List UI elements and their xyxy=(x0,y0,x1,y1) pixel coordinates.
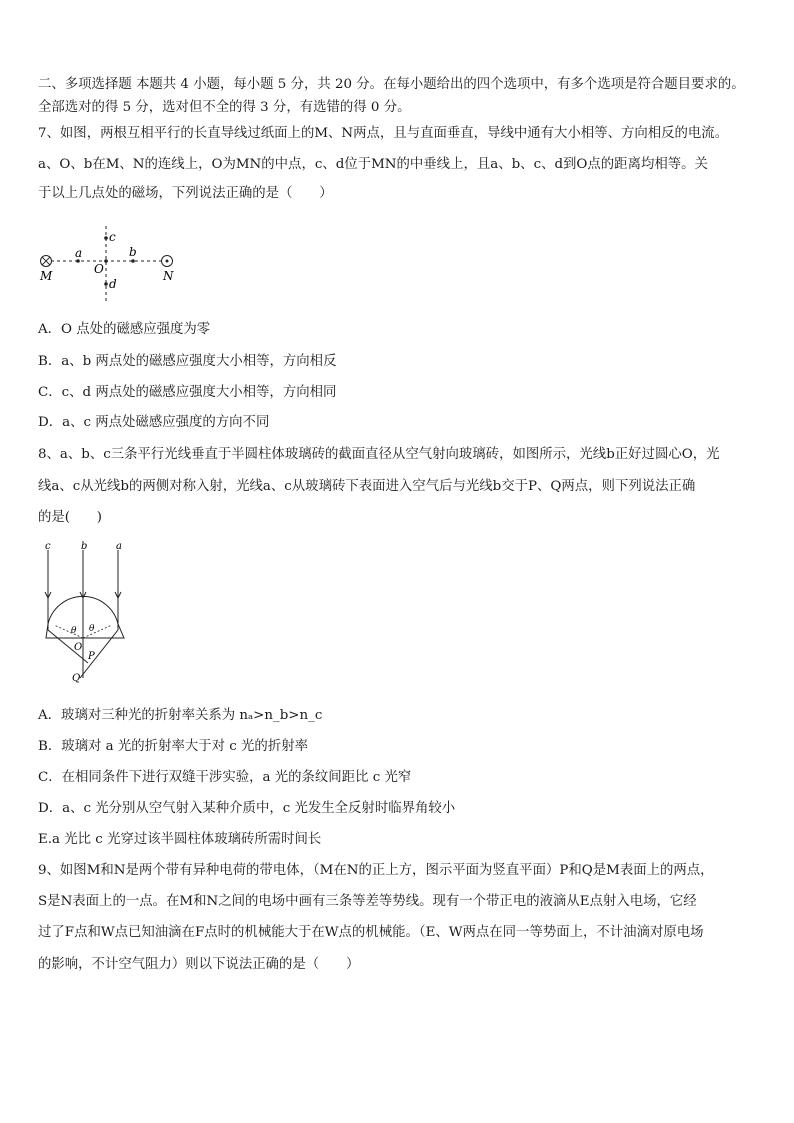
label-ray-c: c xyxy=(45,541,51,552)
q9-stem-line2: S是N表面上的一点。在M和N之间的电场中画有三条等差等势线。现有一个带正电的液滴从E点射入电场，它经 xyxy=(38,894,697,909)
q8-option-d: D．a、c 光分别从空气射入某种介质中，c 光发生全反射时临界角较小 xyxy=(38,801,456,816)
label-c: c xyxy=(109,230,116,244)
label-q: Q xyxy=(72,673,81,684)
q7-option-c: C．c、d 两点处的磁感应强度大小相等，方向相同 xyxy=(38,385,337,400)
label-n: N xyxy=(163,269,174,283)
glass-block xyxy=(46,596,124,638)
q8-stem-line2: 线a、c从光线b的两侧对称入射，光线a、c从玻璃砖下表面进入空气后与光线b交于P、Q两点，则下列说法正确 xyxy=(38,479,696,494)
point-o xyxy=(104,259,108,263)
point-c xyxy=(104,236,108,240)
q8-option-e: E.a 光比 c 光穿过该半圆柱体玻璃砖所需时间长 xyxy=(38,832,322,847)
label-theta-left: θ xyxy=(71,626,77,636)
q8-stem-line1: 8、a、b、c三条平行光线垂直于半圆柱体玻璃砖的截面直径从空气射向玻璃砖，如图所示，光线b正好过圆心O，光 xyxy=(38,447,720,462)
q7-option-d: D．a、c 两点处磁感应强度的方向不同 xyxy=(38,415,270,430)
q9-stem-line4: 的影响，不计空气阻力）则以下说法正确的是（ ） xyxy=(38,957,360,972)
label-b: b xyxy=(129,245,137,259)
q7-option-b: B．a、b 两点处的磁感应强度大小相等，方向相反 xyxy=(38,354,337,369)
q7-stem-line2: a、O、b在M、N的连线上，O为MN的中点，c、d位于MN的中垂线上，且a、b、c、d到O点的距离均相等。关 xyxy=(38,157,708,172)
q7-wire-figure xyxy=(36,222,186,304)
label-theta-right: θ xyxy=(89,624,95,634)
label-d: d xyxy=(109,277,117,291)
label-p: P xyxy=(88,651,95,662)
q8-option-b: B．玻璃对 a 光的折射率大于对 c 光的折射率 xyxy=(38,739,308,754)
point-b xyxy=(131,259,135,263)
wire-m-into-page-icon xyxy=(41,256,52,267)
label-o: O xyxy=(74,642,83,653)
q8-glass-figure xyxy=(36,538,136,688)
q8-stem-line3: 的是( ) xyxy=(38,510,103,525)
q8-option-c: C．在相同条件下进行双缝干涉实验，a 光的条纹间距比 c 光窄 xyxy=(38,770,412,785)
label-ray-b: b xyxy=(81,541,88,552)
q8-option-a: A．玻璃对三种光的折射率关系为 nₐ>n_b>n_c xyxy=(38,708,323,723)
wire-n-out-of-page-icon xyxy=(162,256,173,267)
q7-stem-line1: 7、如图，两根互相平行的长直导线过纸面上的M、N两点，且与直面垂直，导线中通有大小相等、方向相反的电流。 xyxy=(38,126,729,141)
label-ray-a: a xyxy=(116,541,122,552)
q7-option-a: A．O 点处的磁感应强度为零 xyxy=(38,322,211,337)
section-heading-line1: 二、多项选择题 本题共 4 小题，每小题 5 分，共 20 分。在每小题给出的四个选项中，有多个选项是符合题目要求的。 xyxy=(38,77,745,92)
q9-stem-line1: 9、如图M和N是两个带有异种电荷的带电体，（M在N的正上方，图示平面为竖直平面）P和Q是M表面上的两点， xyxy=(38,863,714,878)
q9-stem-line3: 过了F点和W点已知油滴在F点时的机械能大于在W点的机械能。（E、W两点在同一等势面上，不计油滴对原电场 xyxy=(38,925,704,940)
label-o: O xyxy=(94,262,104,276)
section-heading-line2: 全部选对的得 5 分，选对但不全的得 3 分，有选错的得 0 分。 xyxy=(38,100,411,115)
label-m: M xyxy=(40,269,53,283)
label-a: a xyxy=(75,246,83,260)
q7-stem-line3: 于以上几点处的磁场，下列说法正确的是（ ） xyxy=(38,186,333,201)
point-d xyxy=(104,282,108,286)
